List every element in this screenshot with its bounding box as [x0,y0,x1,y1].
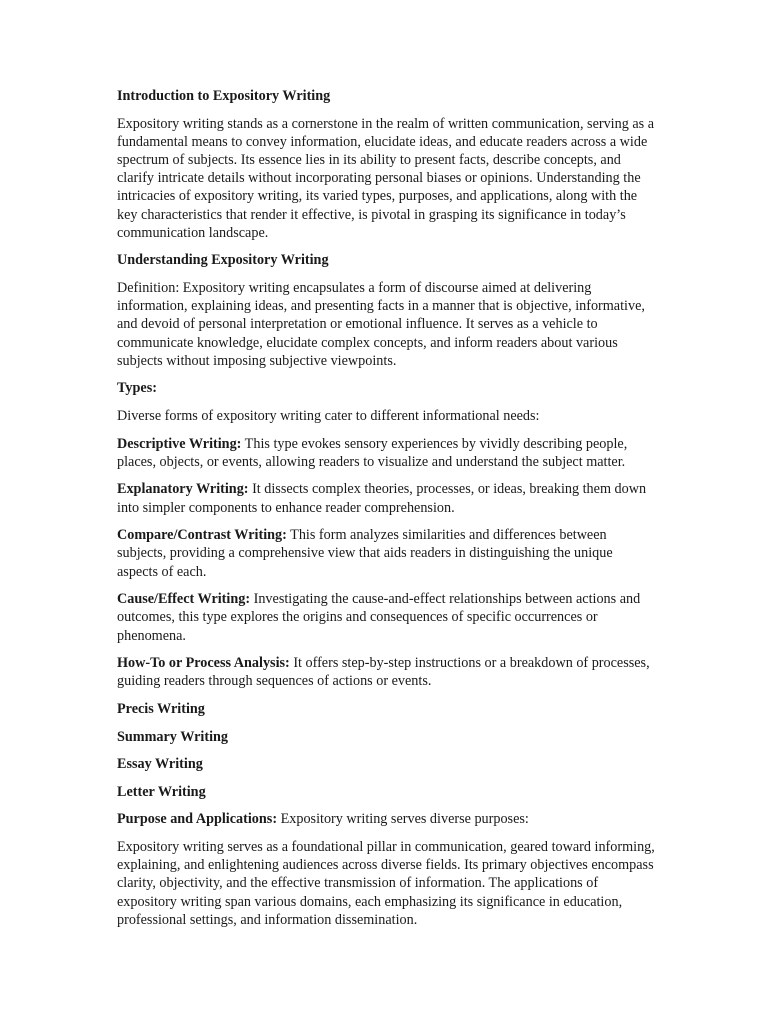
type-cause-effect-label: Cause/Effect Writing: [117,591,251,608]
type-explanatory-label: Explanatory Writing: [117,481,249,498]
heading-introduction: Introduction to Expository Writing [117,88,331,104]
type-cause-effect [117,590,657,645]
type-explanatory [117,480,657,516]
type-explanatory-text: It dissects complex theories, processes, or ideas, breaking them down into simpler components to enhance reader comprehension. [117,481,647,516]
types-intro-paragraph: Diverse forms of expository writing cater to different informational needs: [117,408,540,424]
type-descriptive-text: This type evokes sensory experiences by vividly describing people, places, objects, or events, allowing readers to visualize and understand the subject matter. [117,435,628,470]
heading-types: Types: [117,380,157,397]
type-compare-contrast-text: This form analyzes similarities and differences between subjects, providing a comprehensive view that aids readers in distinguishing the unique aspects of each. [117,527,613,580]
heading-precis: Precis Writing [117,700,205,717]
purpose-paragraph [117,810,657,828]
type-descriptive [117,435,657,471]
heading-letter: Letter Writing [117,783,206,800]
purpose-text: Expository writing serves diverse purposes: [277,811,529,828]
type-how-to [117,654,657,690]
heading-summary: Summary Writing [117,728,229,745]
purpose-label: Purpose and Applications: [117,811,278,828]
document-page [117,87,657,938]
intro-paragraph: Expository writing stands as a cornerstone in the realm of written communication, serving as a fundamental means to convey information, elucidate ideas, and educate readers across a wide spectrum of subjects. Its essence lies in its ability to present facts, describe concepts, and clarify intricate details without incorporating personal biases or opinions. Understanding the intricacies of expository writing, its varied types, purposes, and applications, along with the key characteristics that render it effective, is pivotal in grasping its significance in today’s communication landscape. [117,115,655,241]
type-how-to-label: How-To or Process Analysis: [117,655,290,672]
type-compare-contrast-label: Compare/Contrast Writing: [117,527,287,544]
type-cause-effect-text: Investigating the cause-and-effect relationships between actions and outcomes, this type explores the origins and consequences of specific occurrences or phenomena. [117,591,641,644]
type-how-to-text: It offers step-by-step instructions or a breakdown of processes, guiding readers through sequences of actions or events. [117,655,650,690]
heading-essay: Essay Writing [117,756,203,773]
heading-understanding: Understanding Expository Writing [117,252,329,269]
definition-paragraph: Definition: Expository writing encapsulates a form of discourse aimed at delivering information, explaining ideas, and presenting facts in a manner that is objective, informative, and devoid of personal interpretation or emotional influence. It serves as a vehicle to communicate knowledge, elucidate complex concepts, and inform readers about various subjects without imposing subjective viewpoints. [117,280,645,369]
type-compare-contrast [117,526,657,581]
closing-paragraph: Expository writing serves as a foundational pillar in communication, geared toward informing, explaining, and enlightening audiences across diverse fields. Its primary objectives encompass clarity, objectivity, and the effective transmission of information. The applications of expository writing span various domains, each emphasizing its significance in education, professional settings, and information dissemination. [117,838,655,928]
type-descriptive-label: Descriptive Writing: [117,435,242,452]
